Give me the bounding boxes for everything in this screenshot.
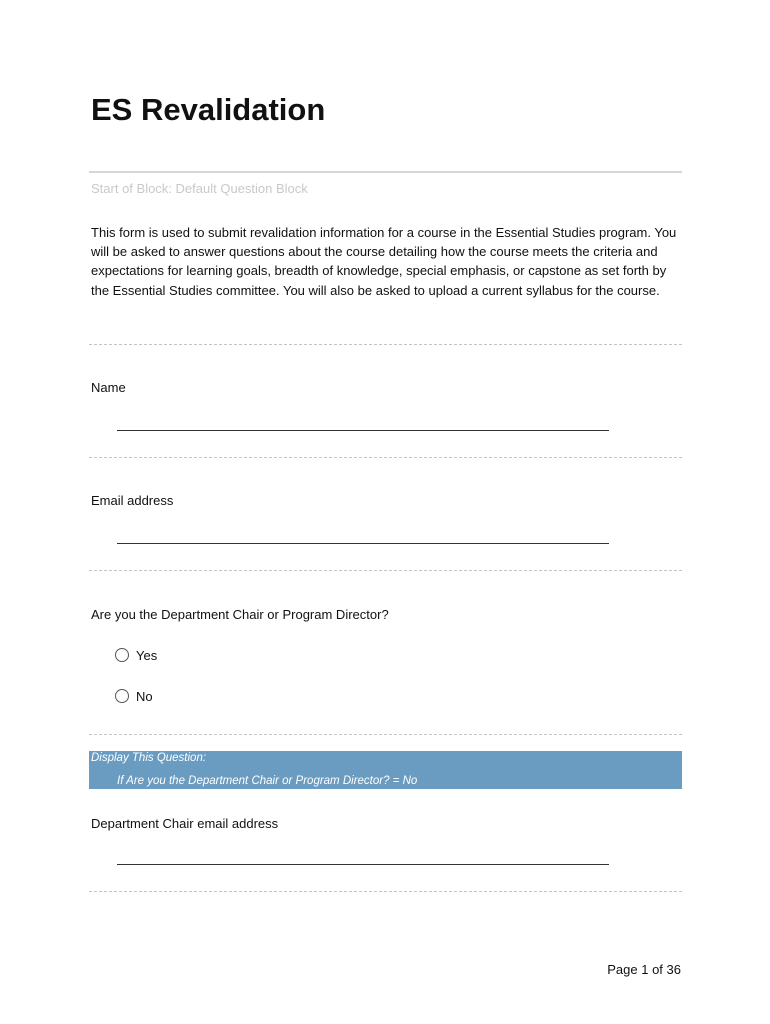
chair-email-answer-line[interactable] bbox=[117, 864, 609, 865]
question-separator bbox=[89, 344, 682, 345]
intro-text: This form is used to submit revalidation information for a course in the Essential Studies program. You will be asked to answer questions about the course detailing how the course meets the criteria and expectations for learning goals, breadth of knowledge, special emphasis, or capstone as set forth by the Essential Studies committee. You will also be asked to upload a current syllabus for the course. bbox=[91, 225, 677, 298]
document-title: ES Revalidation bbox=[91, 92, 326, 127]
radio-circle-icon[interactable] bbox=[115, 648, 129, 662]
question-chair-email-label: Department Chair email address bbox=[91, 816, 279, 831]
page-number: Page 1 of 36 bbox=[607, 962, 681, 977]
option-no[interactable] bbox=[115, 687, 153, 705]
display-logic-heading: Display This Question: bbox=[91, 752, 207, 764]
option-yes[interactable] bbox=[115, 646, 157, 664]
question-separator bbox=[89, 891, 682, 892]
display-logic-condition: If Are you the Department Chair or Program Director? = No bbox=[117, 775, 418, 787]
option-no-label: No bbox=[136, 688, 153, 704]
block-start-label: Start of Block: Default Question Block bbox=[91, 181, 308, 196]
question-separator bbox=[89, 457, 682, 458]
question-email-label: Email address bbox=[91, 493, 174, 508]
option-yes-label: Yes bbox=[136, 647, 158, 663]
block-divider bbox=[89, 171, 682, 173]
radio-circle-icon[interactable] bbox=[115, 689, 129, 703]
question-name-label: Name bbox=[91, 380, 126, 395]
display-logic-banner bbox=[89, 751, 682, 789]
question-separator bbox=[89, 570, 682, 571]
question-chair-label: Are you the Department Chair or Program Director? bbox=[91, 607, 389, 622]
question-separator bbox=[89, 734, 682, 735]
email-answer-line[interactable] bbox=[117, 543, 609, 544]
name-answer-line[interactable] bbox=[117, 430, 609, 431]
